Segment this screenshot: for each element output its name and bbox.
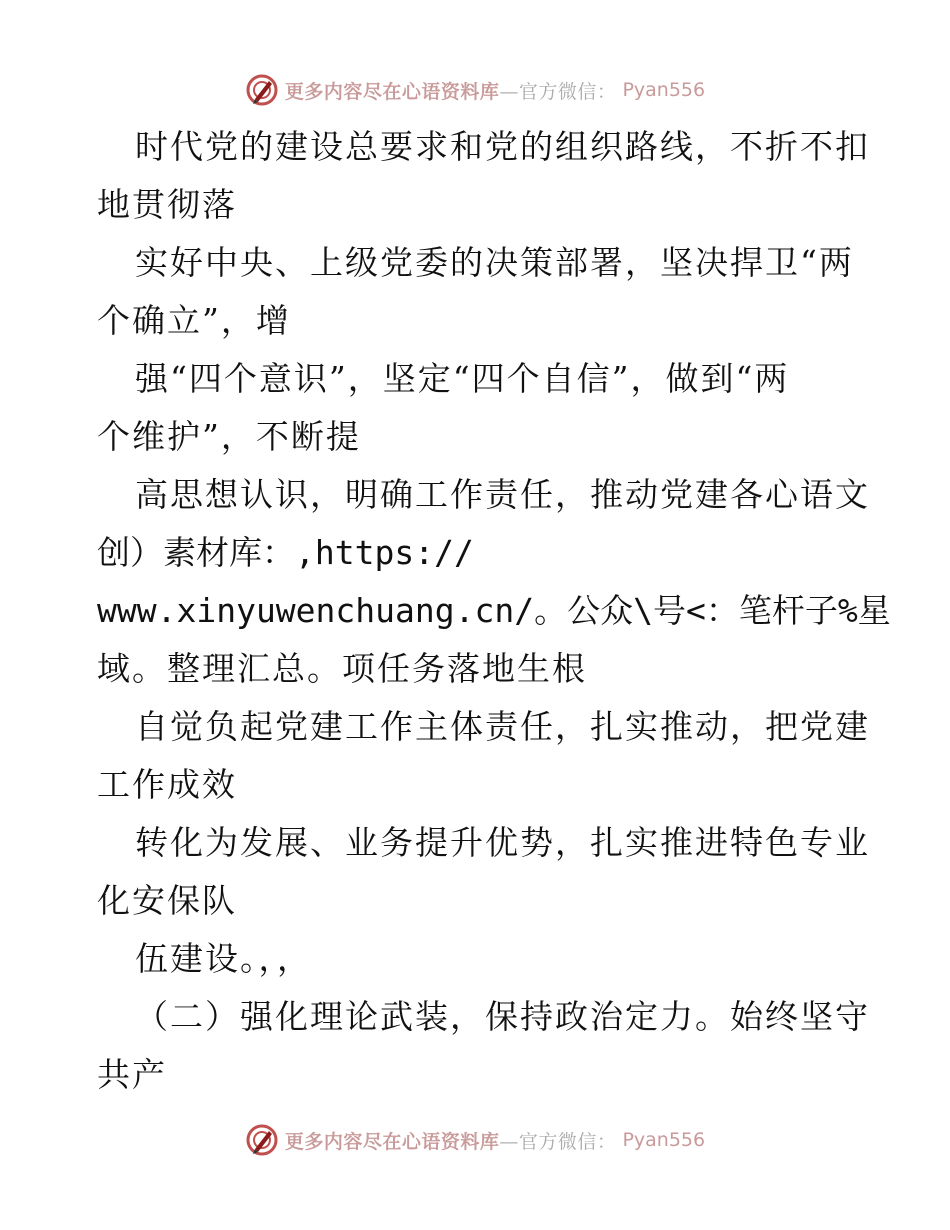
- text-line: 时代党的建设总要求和党的组织路线，不折不扣: [135, 127, 870, 166]
- document-body: [97, 118, 891, 1104]
- footer-banner: [0, 1120, 950, 1160]
- footer-brand: 更多内容尽在心语资料库: [284, 1130, 500, 1153]
- header-wechat-label: 官方微信：: [518, 80, 617, 103]
- pen-logo-icon: [245, 1123, 279, 1157]
- header-wechat-id: Pyan556: [622, 79, 706, 101]
- header-dash: —: [499, 80, 519, 103]
- header-brand: 更多内容尽在心语资料库: [284, 80, 500, 103]
- text-line: 工作成效: [97, 765, 237, 804]
- text-line: 转化为发展、业务提升优势，扎实推进特色专业: [135, 823, 870, 862]
- text-line: www.xinyuwenchuang.cn/。公众\号<：笔杆子%星: [97, 591, 891, 630]
- header-banner: [0, 70, 950, 110]
- text-line: 化安保队: [97, 881, 237, 920]
- footer-wechat-id: Pyan556: [622, 1129, 706, 1151]
- text-line: 共产: [97, 1055, 167, 1094]
- text-line: 伍建设。，，: [135, 939, 312, 978]
- text-line: 高思想认识，明确工作责任，推动党建各心语文: [135, 475, 870, 514]
- header-brand-text: [285, 77, 617, 104]
- footer-dash: —: [499, 1130, 519, 1153]
- pen-logo-icon: [245, 73, 279, 107]
- text-line: 域。整理汇总。项任务落地生根: [97, 649, 587, 688]
- text-line: 自觉负起党建工作主体责任，扎实推动，把党建: [135, 707, 870, 746]
- text-line: 创）素材库：,https://: [97, 533, 474, 572]
- text-line: 强“四个意识”，坚定“四个自信”，做到“两: [135, 359, 790, 398]
- footer-wechat-label: 官方微信：: [518, 1130, 617, 1153]
- text-line: 地贯彻落: [97, 185, 237, 224]
- text-line: 个确立”，增: [97, 301, 291, 340]
- text-line: （二）强化理论武装，保持政治定力。始终坚守: [135, 997, 870, 1036]
- footer-brand-text: [285, 1127, 617, 1154]
- text-line: 个维护”，不断提: [97, 417, 361, 456]
- text-line: 实好中央、上级党委的决策部署，坚决捍卫“两: [135, 243, 854, 282]
